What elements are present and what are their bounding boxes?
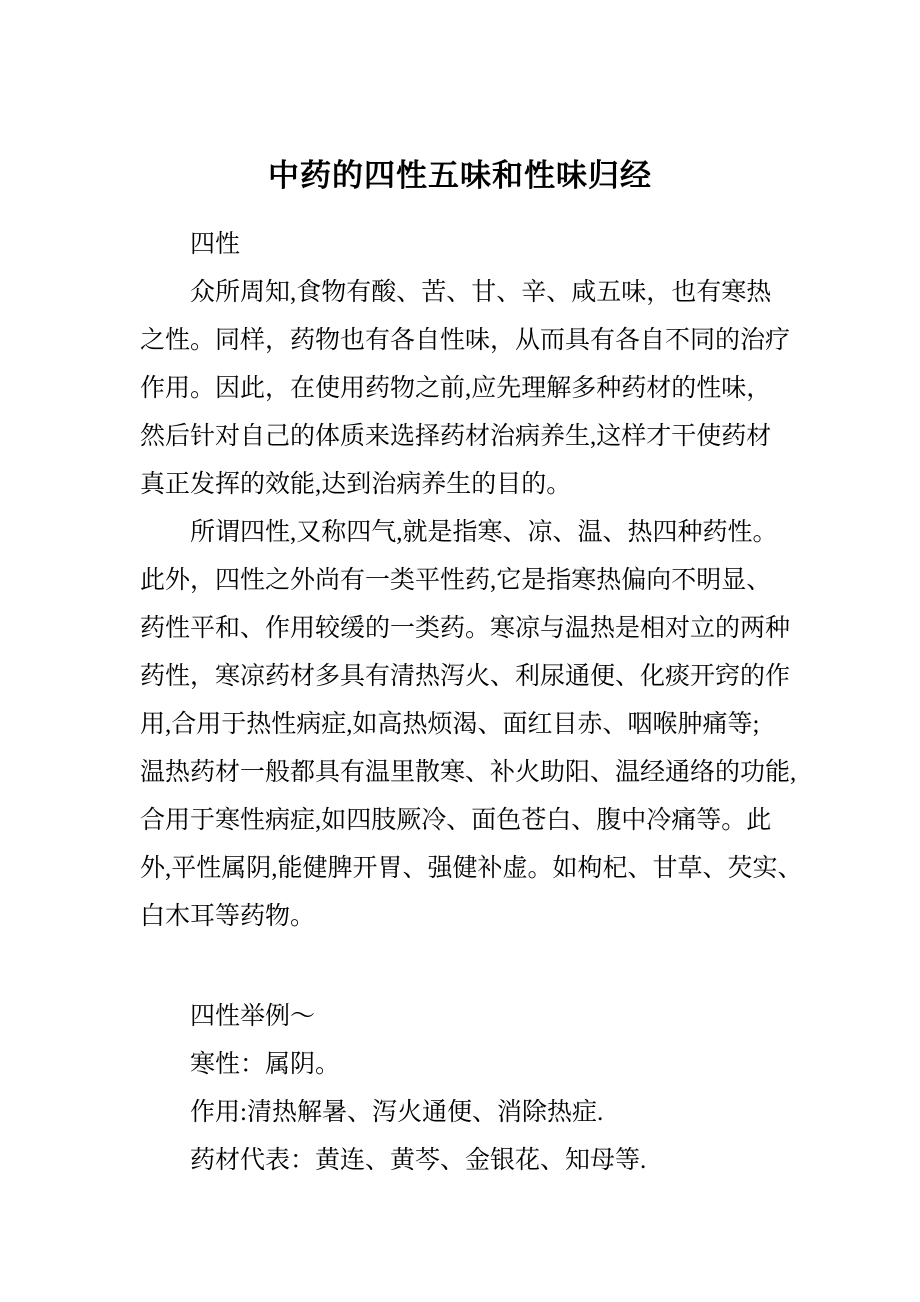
- cold-nature-line: 寒性：属阴。: [190, 1051, 341, 1078]
- text-line: 众所周知,食物有酸、苦、甘、辛、咸五味，也有寒热: [190, 279, 772, 306]
- text-line: 之性。同样，药物也有各自性味，从而具有各自不同的治疗: [140, 327, 791, 354]
- text-line: 白木耳等药物。: [140, 903, 316, 930]
- examples-heading: 四性举例～: [190, 1003, 316, 1030]
- paragraph-four-natures: [140, 509, 803, 941]
- paragraph-intro: [140, 269, 800, 509]
- text-line: 然后针对自己的体质来选择药材治病养生,这样才干使药材: [140, 423, 772, 450]
- text-line: 合用于寒性病症,如四肢厥冷、面色苍白、腹中冷痛等。此: [140, 807, 772, 834]
- text-line: 作用。因此，在使用药物之前,应先理解多种药材的性味，: [140, 375, 772, 402]
- text-line: 真正发挥的效能,达到治病养生的目的。: [140, 471, 572, 498]
- text-line: 此外，四性之外尚有一类平性药,它是指寒热偏向不明显、: [140, 567, 772, 594]
- text-line: 药性平和、作用较缓的一类药。寒凉与温热是相对立的两种: [140, 615, 791, 642]
- text-line: 外,平性属阴,能健脾开胃、强健补虚。如枸杞、甘草、芡实、: [140, 855, 803, 882]
- effect-line: 作用:清热解暑、泻火通便、消除热症.: [190, 1099, 604, 1126]
- text-line: 用,合用于热性病症,如高热烦渴、面红目赤、咽喉肿痛等;: [140, 711, 760, 738]
- text-line: 所谓四性,又称四气,就是指寒、凉、温、热四种药性。: [190, 519, 778, 546]
- section-heading-four-natures: [140, 221, 800, 269]
- examples-section: [140, 993, 800, 1185]
- text-line: 药性，寒凉药材多具有清热泻火、利尿通便、化痰开窍的作: [140, 663, 791, 690]
- representative-herbs-line: 药材代表：黄连、黄芩、金银花、知母等.: [190, 1147, 647, 1174]
- document-title: 中药的四性五味和性味归经: [268, 158, 652, 193]
- heading-text: 四性: [190, 231, 241, 258]
- text-line: 温热药材一般都具有温里散寒、补火助阳、温经通络的功能,: [140, 759, 797, 786]
